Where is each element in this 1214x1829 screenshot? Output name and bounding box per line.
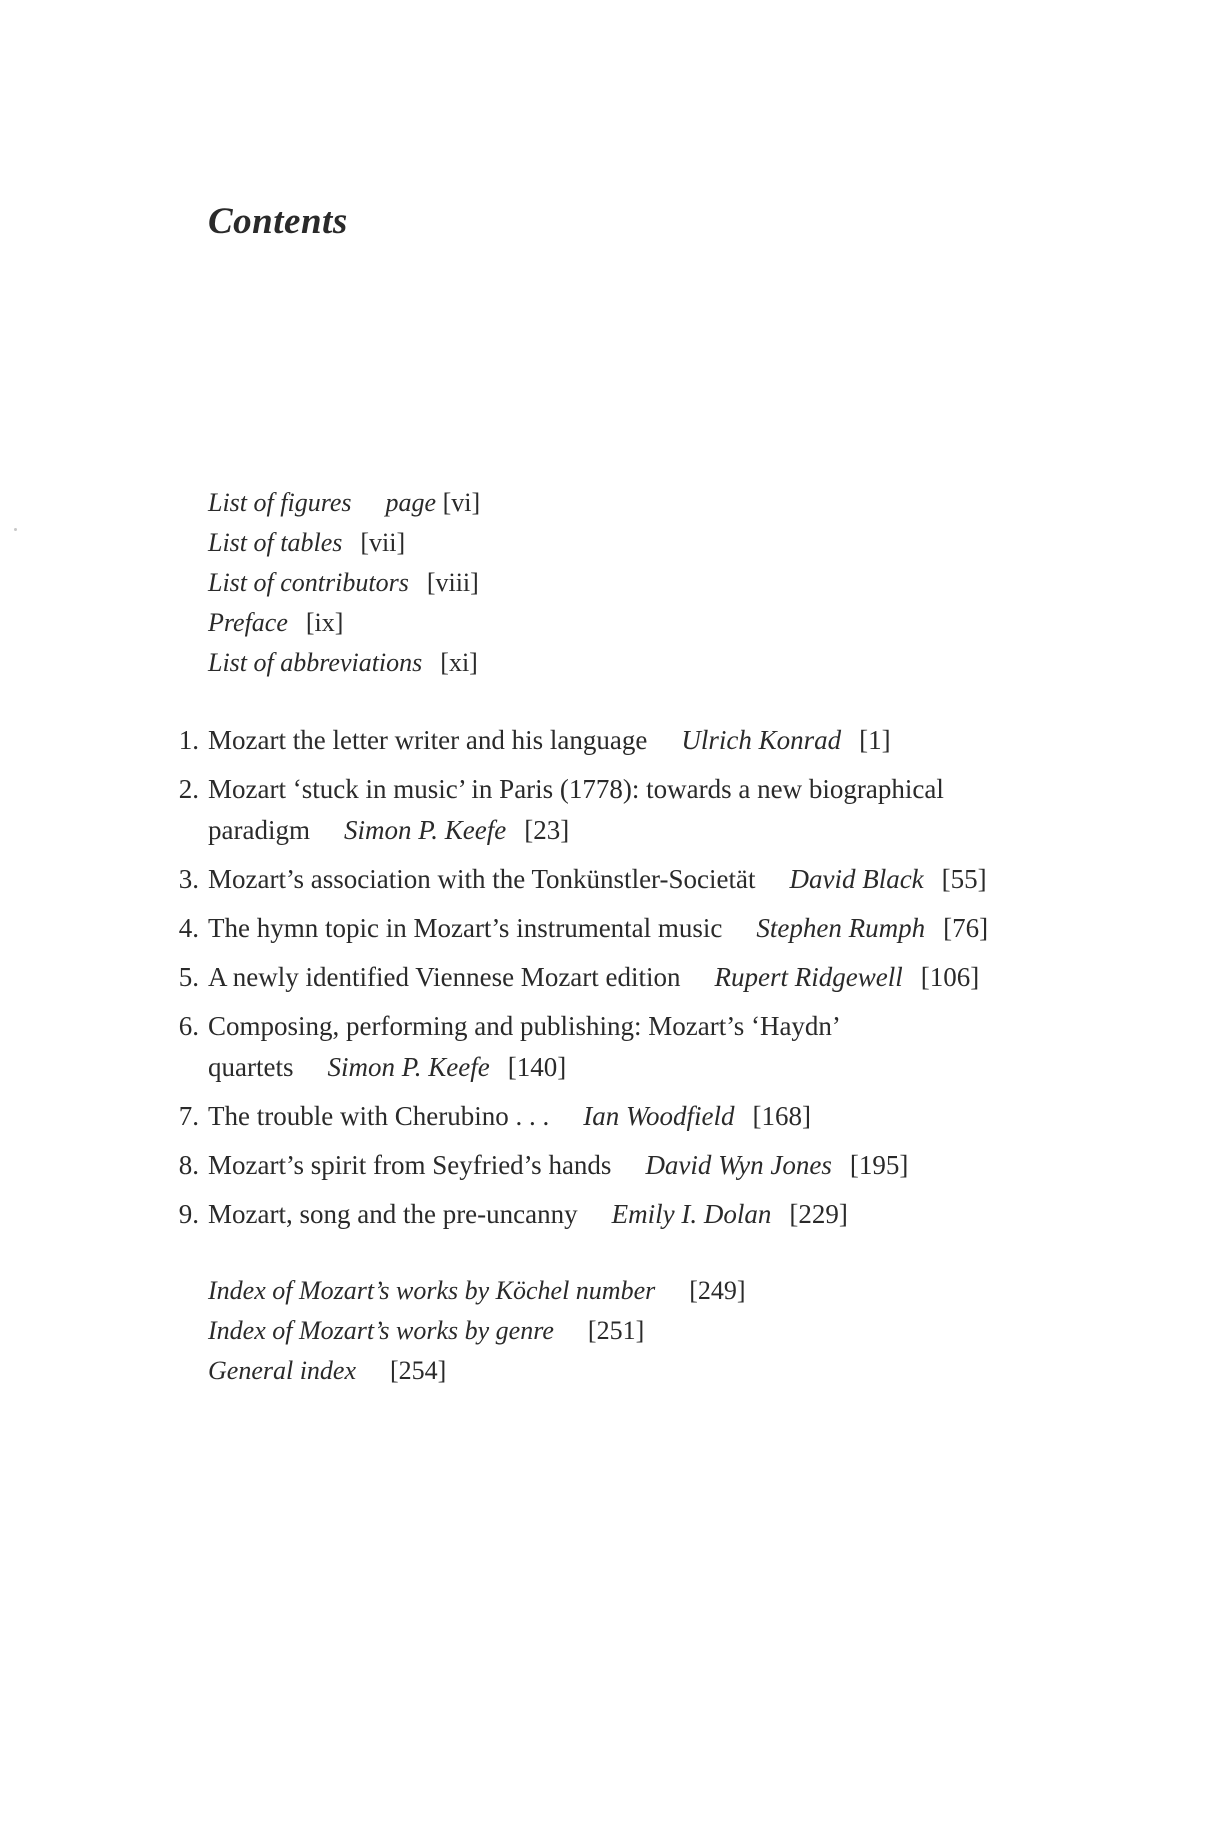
chapter-number: 8. [178,1150,199,1180]
index-entry [208,1271,746,1311]
chapter-page: [229] [789,1199,848,1229]
chapter-list [156,720,1096,1243]
chapter-number: 2. [178,774,199,804]
chapter-title: Mozart’s spirit from Seyfried’s hands [208,1150,612,1180]
chapter-number: 9. [178,1199,199,1229]
chapter-entry [156,1194,1096,1235]
contents-heading: Contents [208,201,348,242]
entry-title: Preface [208,608,288,637]
chapter-entry [156,859,1096,900]
chapter-title: Mozart ‘stuck in music’ in Paris (1778): towards a new biographical [208,774,944,804]
page-number: [249] [689,1276,746,1305]
chapter-entry [156,769,1096,851]
chapter-title: Mozart the letter writer and his language [208,725,648,755]
paper-speck [14,528,17,531]
page-number: [vi] [442,488,481,517]
chapter-author: David Wyn Jones [645,1150,832,1180]
chapter-author: Simon P. Keefe [343,815,507,845]
front-matter-entry [208,643,480,683]
chapter-title-continued: paradigm [208,815,310,845]
chapter-title: The hymn topic in Mozart’s instrumental music [208,913,723,943]
page-number: [251] [587,1316,645,1345]
chapter-title-continued: quartets [208,1052,294,1082]
chapter-title: Composing, performing and publishing: Mozart’s ‘Haydn’ [208,1011,841,1041]
chapter-page: [106] [920,962,980,992]
chapter-number: 3. [178,864,199,894]
page-number: [ix] [305,608,344,637]
chapter-number: 4. [178,913,199,943]
front-matter-entry [208,563,480,603]
entry-title: List of tables [208,528,343,557]
chapter-number: 6. [178,1011,199,1041]
page-number: [viii] [426,568,479,597]
chapter-author: Ian Woodfield [583,1101,735,1131]
index-entry [208,1351,746,1391]
chapter-number: 1. [178,725,199,755]
chapter-page: [23] [524,815,570,845]
entry-title: List of figures [208,488,352,517]
index-list [208,1271,746,1391]
chapter-entry [156,1145,1096,1186]
chapter-author: Emily I. Dolan [611,1199,772,1229]
index-title: Index of Mozart’s works by Köchel number [208,1276,656,1305]
chapter-page: [195] [849,1150,909,1180]
chapter-title: Mozart, song and the pre-uncanny [208,1199,578,1229]
chapter-entry [156,957,1096,998]
chapter-author: Simon P. Keefe [327,1052,490,1082]
chapter-number: 7. [178,1101,199,1131]
chapter-page: [140] [507,1052,567,1082]
index-title: Index of Mozart’s works by genre [208,1316,554,1345]
chapter-entry [156,1096,1096,1137]
chapter-author: Stephen Rumph [756,913,926,943]
index-title: General index [208,1356,357,1385]
entry-title: List of abbreviations [208,648,423,677]
chapter-entry [156,1006,1096,1088]
page-number: [xi] [440,648,478,677]
chapter-page: [76] [943,913,989,943]
front-matter-entry [208,523,480,563]
page-number: [vii] [360,528,406,557]
chapter-author: Rupert Ridgewell [714,962,903,992]
chapter-author: Ulrich Konrad [681,725,842,755]
chapter-number: 5. [178,962,199,992]
chapter-author: David Black [789,864,924,894]
chapter-entry [156,720,1096,761]
page-number: [254] [390,1356,447,1385]
front-matter-entry [208,603,480,643]
entry-title: List of contributors [208,568,409,597]
chapter-page: [1] [859,725,891,755]
chapter-title: A newly identified Viennese Mozart edition [208,962,681,992]
chapter-title: Mozart’s association with the Tonkünstler-Societät [208,864,756,894]
chapter-title: The trouble with Cherubino . . . [208,1101,550,1131]
index-entry [208,1311,746,1351]
page-prefix: page [385,488,437,517]
front-matter-entry [208,483,480,523]
chapter-page: [168] [752,1101,811,1131]
front-matter-list [208,483,480,683]
chapter-page: [55] [941,864,987,894]
chapter-entry [156,908,1096,949]
